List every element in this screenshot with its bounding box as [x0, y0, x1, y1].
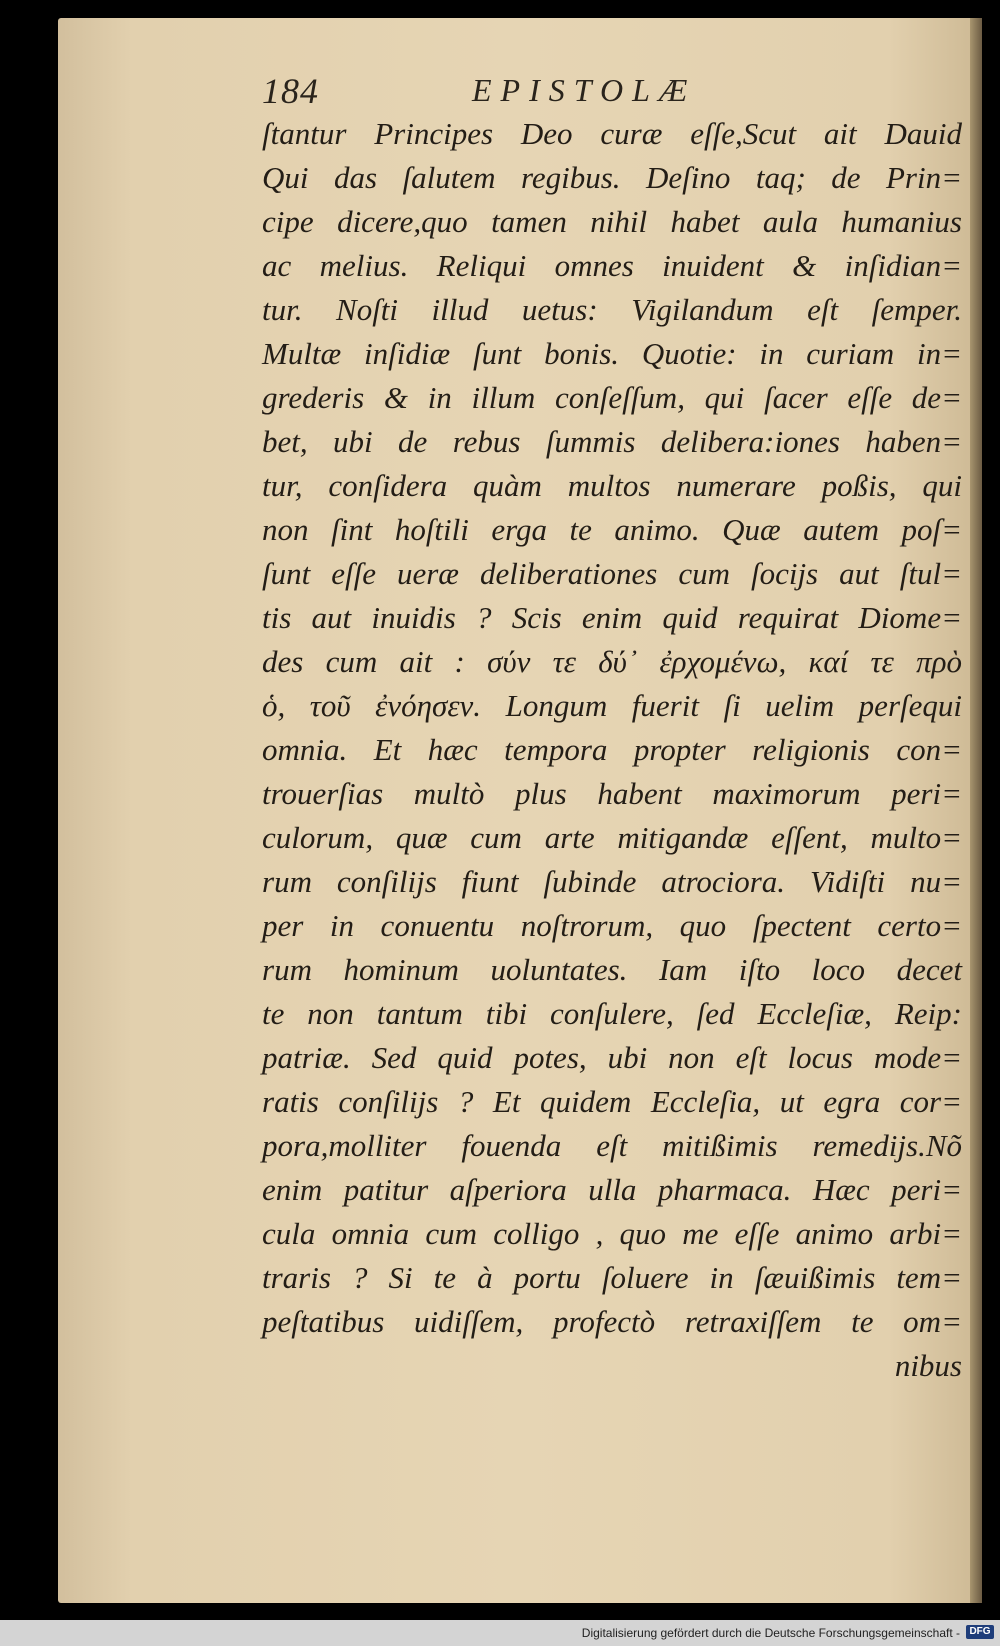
text-block — [262, 112, 962, 1388]
text-line: ὁ, τοῦ ἐνόησεν. Longum fuerit ſi uelim perſequi — [262, 688, 962, 723]
text-line: Multæ inſidiæ ſunt bonis. Quotie: in curiam in= — [262, 336, 962, 371]
text-line: grederis & in illum conſeſſum, qui ſacer eſſe de= — [262, 380, 962, 415]
text-line: Qui das ſalutem regibus. Deſino taq; de Prin= — [262, 160, 962, 195]
text-line: cula omnia cum colligo , quo me eſſe animo arbi= — [262, 1216, 962, 1251]
footer-credit: Digitalisierung gefördert durch die Deutsche Forschungsgemeinschaft - — [581, 1626, 960, 1640]
digitization-footer — [0, 1620, 1000, 1646]
text-line: traris ? Si te à portu ſoluere in ſæuißimis tem= — [262, 1260, 962, 1295]
page-number: 184 — [262, 71, 319, 111]
text-line: peſtatibus uidiſſem, profectò retraxiſſem te om= — [262, 1304, 962, 1339]
running-head: EPISTOLÆ — [472, 72, 697, 108]
page-edge — [970, 18, 982, 1603]
text-line: patriæ. Sed quid potes, ubi non eſt locus mode= — [262, 1040, 962, 1075]
text-line: des cum ait : σύν τε δύ᾽ ἐρχομένω, καί τε πρὸ — [262, 644, 962, 679]
text-line: rum hominum uoluntates. Iam iſto loco decet — [262, 952, 962, 987]
dfg-logo: DFG — [966, 1625, 994, 1639]
text-line: omnia. Et hæc tempora propter religionis con= — [262, 732, 962, 767]
text-line: non ſint hoſtili erga te animo. Quæ autem poſ= — [262, 512, 962, 547]
text-line: ratis conſilijs ? Et quidem Eccleſia, ut egra cor= — [262, 1084, 962, 1119]
text-line: tur, conſidera quàm multos numerare poßis, qui — [262, 468, 962, 503]
text-line: tis aut inuidis ? Scis enim quid requirat Diome= — [262, 600, 962, 635]
text-line: cipe dicere,quo tamen nihil habet aula humanius — [262, 204, 962, 239]
page-header — [262, 70, 922, 112]
text-line: bet, ubi de rebus ſummis delibera:iones haben= — [262, 424, 962, 459]
text-line: te non tantum tibi conſulere, ſed Eccleſiæ, Reip: — [262, 996, 962, 1031]
text-line: ſunt eſſe ueræ deliberationes cum ſocijs aut ſtul= — [262, 556, 962, 591]
text-line: enim patitur aſperiora ulla pharmaca. Hæc peri= — [262, 1172, 962, 1207]
text-line: ſtantur Principes Deo curæ eſſe,Scut ait Dauid — [262, 116, 962, 151]
text-line: nibus — [894, 1348, 962, 1383]
text-line: tur. Noſti illud uetus: Vigilandum eſt ſemper. — [262, 292, 962, 327]
text-line: ac melius. Reliqui omnes inuident & inſidian= — [262, 248, 962, 283]
text-line: per in conuentu noſtrorum, quo ſpectent certo= — [262, 908, 962, 943]
text-line: trouerſias multò plus habent maximorum peri= — [262, 776, 962, 811]
text-line: rum conſilijs fiunt ſubinde atrociora. Vidiſti nu= — [262, 864, 962, 899]
text-line: culorum, quæ cum arte mitigandæ eſſent, multo= — [262, 820, 962, 855]
text-line: pora,molliter fouenda eſt mitißimis remedijs.Nõ — [262, 1128, 962, 1163]
